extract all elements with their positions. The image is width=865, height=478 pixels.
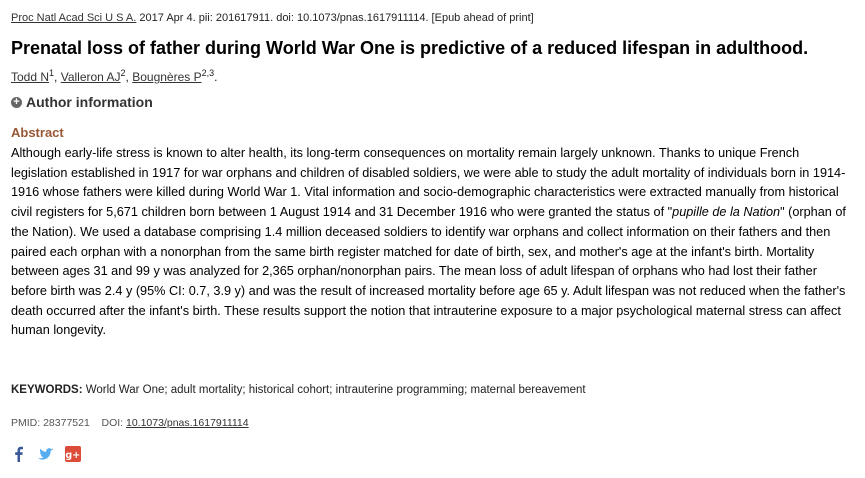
author-affiliation: 2: [120, 68, 126, 78]
pmid-label: PMID:: [11, 417, 44, 429]
abstract-heading: Abstract: [11, 125, 64, 140]
author-information-toggle[interactable]: [11, 94, 153, 110]
facebook-icon[interactable]: [11, 446, 27, 462]
doi-label: DOI:: [101, 417, 126, 429]
page-title: Prenatal loss of father during World War One is predictive of a reduced lifespan in adulthood.: [11, 38, 809, 58]
author-separator: ,: [54, 70, 61, 84]
google-plus-icon-graphic: [65, 446, 81, 462]
abstract-text-part: Although early-life stress is known to alter health, its long-term consequences on mortality remain largely unknown. Thanks to unique French legislation established in 1917 for war orphans and children of disabled soldiers, we were able to study the adult mortality of individuals born in 1914-1916 whose fathers were killed during World War 1. Vital information and socio-demographic characteristics were extracted manually from historical civil registers for 5,671 children born between 1 August 1914 and 31 December 1916 who were granted the status of ": [11, 146, 846, 220]
journal-link[interactable]: Proc Natl Acad Sci U S A.: [11, 12, 137, 24]
doi-link[interactable]: 10.1073/pnas.1617911114: [126, 417, 249, 429]
twitter-icon[interactable]: [38, 446, 54, 462]
keywords-label: KEYWORDS:: [11, 384, 83, 396]
author-link[interactable]: Valleron AJ: [60, 70, 121, 84]
author-affiliation: 2,3: [201, 68, 215, 78]
keywords-value: World War One; adult mortality; historical cohort; intrauterine programming; maternal bereavement: [82, 384, 586, 396]
abstract-text-part: " (orphan of the Nation). We used a database comprising 1.4 million deceased soldiers to identify war orphans and collect information on their fathers and then paired each orphan with a nonorphan from the same birth register matched for date of birth, sex, and mother's age at the infant's birth. Mortality between ages 31 and 99 y was analyzed for 2,365 orphan/nonorphan pairs. The mean loss of adult lifespan of orphans who had lost their father before birth was 2.4 y (95% CI: 0.7, 3.9 y) and was the result of increased mortality before age 65 y. Adult lifespan was not reduced when the father's death occurred after the infant's birth. These results support the notion that intrauterine exposure to a major psychological maternal stress can affect human longevity.: [11, 205, 846, 338]
pmid-value: 28377521: [43, 417, 90, 429]
twitter-icon-graphic: [38, 446, 54, 462]
google-plus-icon[interactable]: [65, 446, 81, 462]
author-affiliation: 1: [49, 68, 55, 78]
svg-text:g+: g+: [65, 449, 81, 461]
social-share-bar: [11, 446, 81, 462]
citation-details: 2017 Apr 4. pii: 201617911. doi: 10.1073/pnas.1617911114. [Epub ahead of print]: [136, 12, 534, 24]
abstract-italic-term: pupille de la Nation: [672, 205, 781, 220]
keywords: [11, 384, 586, 396]
author-list: [11, 68, 217, 84]
author-link[interactable]: Todd N: [11, 70, 50, 84]
citation: [11, 12, 534, 24]
author-link[interactable]: Bougnères P: [132, 70, 202, 84]
facebook-icon-graphic: [11, 446, 27, 462]
abstract-text: [11, 144, 856, 341]
expand-plus-icon: +: [11, 97, 22, 108]
author-separator: .: [214, 70, 218, 84]
author-information-label: Author information: [26, 94, 153, 110]
identifiers: [11, 417, 249, 429]
author-separator: ,: [125, 70, 133, 84]
